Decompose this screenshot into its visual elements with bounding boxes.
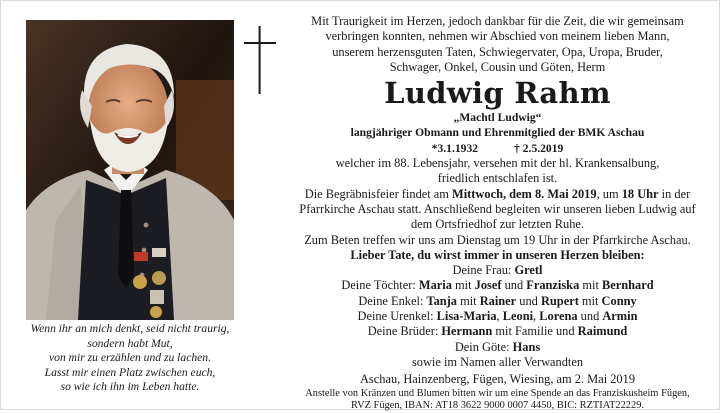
nickname: „Machtl Ludwig“ [453,111,542,125]
family-member: Tanja [426,293,457,308]
family-member: Lisa-Maria [436,309,497,324]
family-member: Armin [602,309,638,324]
family-member: Leoni [502,309,534,324]
quote-line: von mir zu erzählen und zu lachen. [49,351,211,365]
family-label: Deine Enkel: [358,293,427,308]
family-grandchildren [275,294,720,309]
intro-line: verbringen konnten, nehmen wir Abschied von meinem lieben Mann, [325,29,670,44]
connector: und [516,293,541,308]
funeral-line: Pfarrkirche Aschau statt. Anschließend begleiten wir unseren lieben Ludwig auf [299,201,696,216]
place-date: Aschau, Hainzenberg, Fügen, Wiesing, am 2. Mai 2019 [359,372,636,387]
family-member: Lorena [539,309,578,324]
family-label: Deine Brüder: [367,324,442,339]
funeral-time: 18 Uhr [621,186,659,201]
connector: mit [578,293,602,308]
family-daughters [275,278,720,293]
portrait-photo [26,20,234,320]
role: langjähriger Obmann und Ehrenmitglied der BMK Aschau [350,126,645,140]
family-member: Rupert [540,293,579,308]
family-member: Bernhard [602,278,654,293]
death-date: † 2.5.2019 [514,141,564,155]
death-text: welcher im 88. Lebensjahr, versehen mit der hl. Krankensalbung, [335,156,660,171]
cross-icon [244,26,276,94]
family-great-grandchildren [275,309,720,324]
family-member: Hans [512,339,541,354]
death-text: friedlich entschlafen ist. [437,171,558,186]
connector: mit Familie und [492,324,578,339]
funeral-line: dem Ortsfriedhof zur letzten Ruhe. [410,217,585,232]
connector: und [577,309,603,324]
family-member: Josef [474,278,502,293]
notice-text [275,14,720,413]
family-member: Franziska [526,278,580,293]
intro-line: Mit Traurigkeit im Herzen, jedoch dankbar für die Zeit, die wir gemeinsam [311,14,684,28]
quote-line: Lasst mir einen Platz zwischen euch, [44,365,216,379]
connector: und [501,278,527,293]
family-label: Dein Göte: [454,339,513,354]
connector: mit [456,293,480,308]
family-label: Deine Urenkel: [357,309,437,324]
family-brothers [275,324,720,339]
intro-line: unserem herzensguten Taten, Schwiegervater, Opa, Uropa, Bruder, [332,44,663,59]
connector: mit [579,278,602,293]
relatives-line: sowie im Namen aller Verwandten [411,354,584,369]
family-wife [275,263,720,278]
family-member: Gretl [514,263,543,278]
donation-line: Anstelle von Kränzen und Blumen bitten wir um eine Spende an das Franziskusheim Fügen, [305,387,690,399]
quote-line: sondern habt Mut, [87,336,173,350]
funeral-text: Die Begräbnisfeier findet am [304,186,453,201]
funeral-text: in der [658,186,691,201]
family-label: Deine Töchter: [341,278,419,293]
quote-line: so wie ich ihn im Leben hatte. [60,380,200,394]
connector: mit [451,278,475,293]
prayer-line: Zum Beten treffen wir uns am Dienstag um 19 Uhr in der Pfarrkirche Aschau. [304,232,691,247]
family-member: Raimund [577,324,628,339]
family-member: Conny [601,293,637,308]
family-headline: Lieber Tate, du wirst immer in unseren Herzen bleiben: [350,247,645,262]
family-label: Deine Frau: [452,263,515,278]
deceased-name: Ludwig Rahm [384,76,611,111]
life-dates [275,141,720,156]
intro-line: Schwager, Onkel, Cousin und Göten, Herm [389,59,606,74]
family-member: Hermann [441,324,493,339]
funeral-line [275,187,720,202]
family-godchild [275,340,720,355]
funeral-day: Mittwoch, dem 8. Mai 2019 [452,186,597,201]
birth-date: *3.1.1932 [431,141,479,155]
connector: , [496,309,503,324]
donation-line: RVZ Fügen, IBAN: AT18 3622 9000 0007 4450, BIC: RZTIAT22229. [351,400,644,412]
family-member: Maria [418,278,452,293]
memorial-quote [10,322,250,395]
family-member: Rainer [479,293,517,308]
funeral-text: , um [596,186,622,201]
connector: , [533,309,540,324]
quote-line: Wenn ihr an mich denkt, seid nicht traurig, [30,322,230,335]
